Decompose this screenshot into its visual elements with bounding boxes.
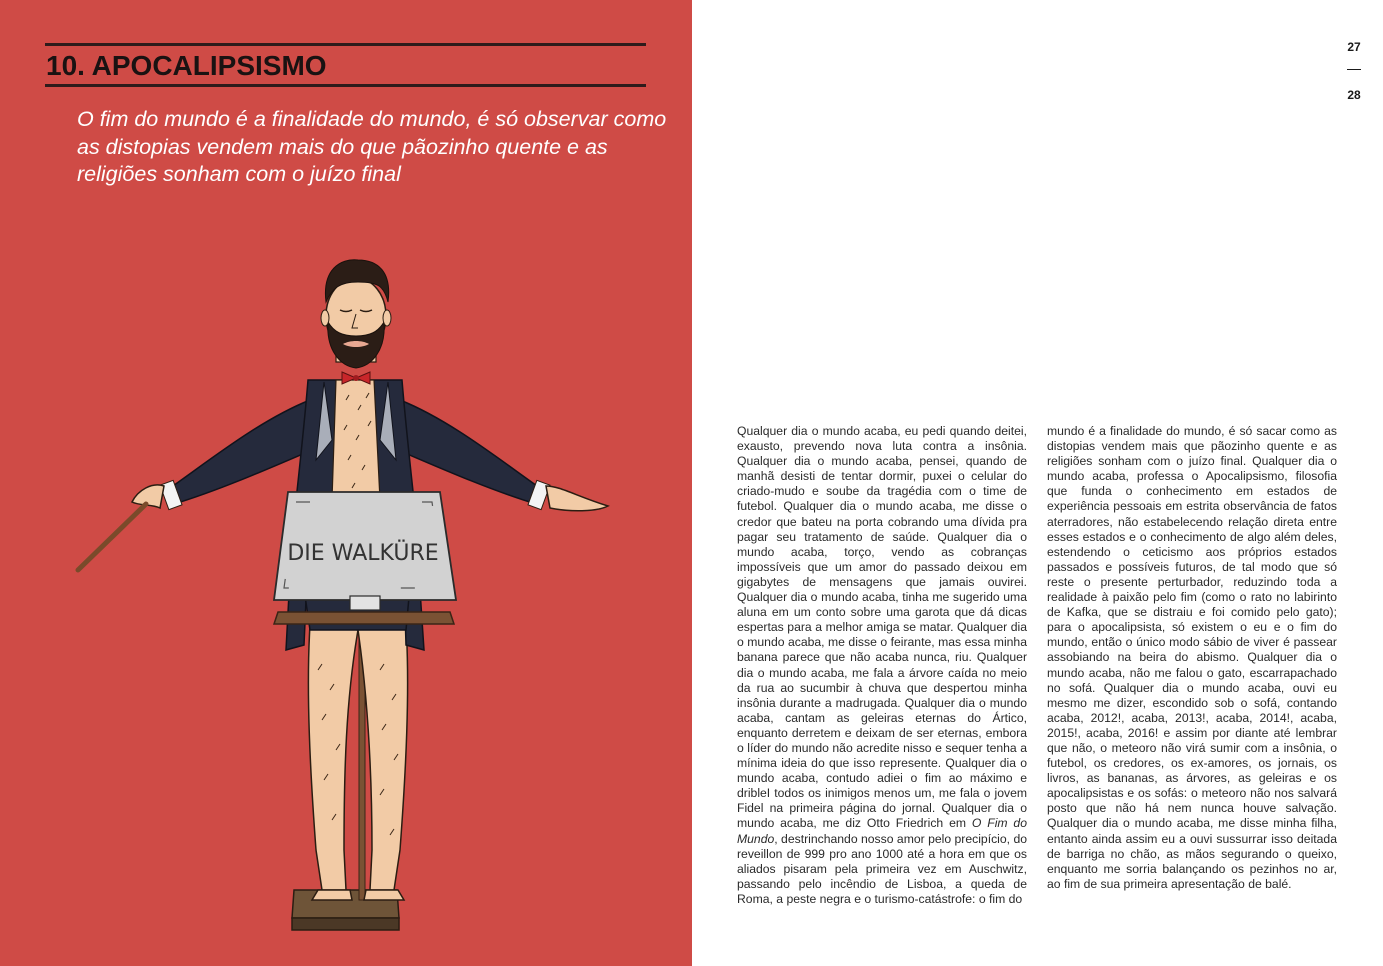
page-number-bottom: 28 <box>1347 88 1361 102</box>
body-column-right: mundo é a finalidade do mundo, é só sacar como as distopias vendem mais que pãozinho quente e as religiões sonham com o juízo final. Qualquer dia o mundo acaba, professa o Apocalipsismo, filosofia que funda o conhecimento em estados de experiência pessoais em estrita observância de fatos aterradores, não estabelecendo relação direta entre esses estados e o conhecimento de algo além deles, estendendo o ceticismo aos próprios estados passados e possíveis futuros, de tal modo que só reste o presente perturbador, reduzindo toda a realidade à paixão pelo fim (como o rato no labirinto de Kafka, que se distraiu e foi comido pelo gato); para o apocalipsista, só existem o eu e o fim do mundo, então o único modo sábio de viver é passear assobiando na beira do abismo. Qualquer dia o mundo acaba, não me falou o gato, escarrapachado no sofá. Qualquer dia o mundo acaba, ouvi eu mesmo me dizer, escondido sob o sofá, contando acaba, 2012!, acaba, 2013!, acaba, 2014!, acaba, 2015!, acaba, 2016! e assim por diante até lembrar que não, o meteoro não virá sumir com a insônia, o futebol, os credores, os ex-amores, os jornais, os livros, as bananas, as árvores, as geleiras e os apocalipsistas e os sofás: o meteoro não nos salvará posto que não há nem nunca houve salvação. Qualquer dia o mundo acaba, me disse minha filha, entanto ainda assim eu a ouvi sussurrar isso deitada de barriga no chão, as mãos segurando o queixo, enquanto me sorria balançando os pezinhos no ar, ao fim de sua primeira apresentação de balé. <box>1047 424 1337 891</box>
book-title-italic: O Fim do Mundo <box>737 816 1027 846</box>
body-text: Qualquer dia o mundo acaba, eu pedi quando deitei, exausto, prevendo nova luta contra a insônia. Qualquer dia o mundo acaba, pensei, quando de manhã desisti de tentar dormir, puxei o celular do criado-mudo e soube da tragédia com o time de futebol. Qualquer dia o mundo acaba, me disse o credor que bateu na porta cobrando uma dívida pra pagar seu tratamento de saúde. Qualquer dia o mundo acaba, torço, vendo as cobranças impossíveis que um amor do passado deixou em gigabytes de mensagens que jamais ouvirei. Qualquer dia o mundo acaba, tinha me sugerido uma aluna em um conto sobre uma garota que dá dicas espertas para a melhor amiga se matar. Qualquer dia o mundo acaba, me disse o feirante, mas essa minha banana parece que não acaba nunca, riu. Qualquer dia o mundo acaba, me fala a árvore caída no meio da rua ao sucumbir à chuva que despertou minha insônia durante a madrugada. Qualquer dia o mundo acaba, cantam as geleiras eternas do Ártico, enquanto derretem e deixam de ser eternas, embora o líder do mundo não acredite nisso e sequer tenha a mínima ideia do que isso represente. Qualquer dia o mundo acaba, contudo adiei o fim ao máximo e dribleI todos os inimigos menos um, me fala o jovem Fidel na primeira página do jornal. Qualquer dia o mundo acaba, me diz Otto Friedrich em <box>737 424 1027 831</box>
right-arm <box>398 400 540 504</box>
page-number-separator <box>1347 69 1361 70</box>
legs <box>308 625 407 900</box>
page-number-top: 27 <box>1347 40 1361 54</box>
title-top-rule <box>45 43 646 46</box>
right-hand <box>546 486 608 511</box>
lectern-sign-text: DIE WALKÜRE <box>287 541 439 566</box>
right-page <box>692 0 1383 966</box>
title-bottom-rule <box>45 84 646 87</box>
chapter-subtitle: O fim do mundo é a finalidade do mundo, é só observar como as distopias vendem mais do que pãozinho quente e as religiões sonham com o juízo final <box>77 107 667 186</box>
conductor-head <box>321 260 391 368</box>
chapter-title: 10. APOCALIPSISMO <box>46 50 327 81</box>
conductor-illustration <box>60 250 640 950</box>
body-column-left <box>737 424 1027 907</box>
left-arm <box>170 400 312 504</box>
body-text: , destrinchando nosso amor pelo precipício, do reveillon de 999 pro ano 1000 até a hora em que os aliados pisaram pela primeira vez em Auschwitz, passando pelo incêndio de Lisboa, a queda de Roma, a peste negra e o turismo-catástrofe: o fim do <box>737 831 1027 906</box>
conductor-baton <box>78 504 146 570</box>
